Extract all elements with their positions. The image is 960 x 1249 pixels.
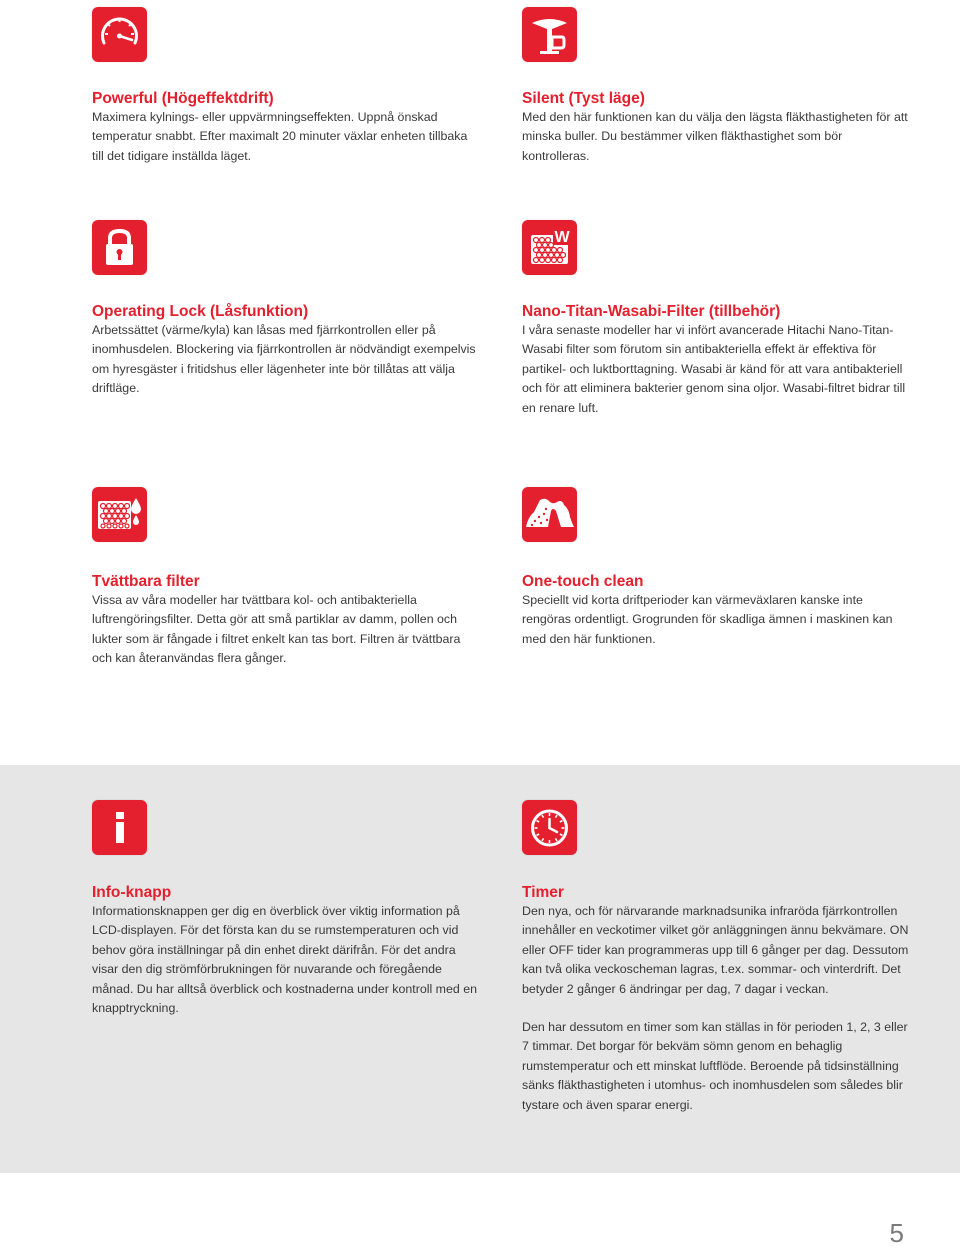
feature-washable-filter <box>92 487 482 666</box>
feature-timer <box>522 800 912 1112</box>
feature-title: Operating Lock (Låsfunktion) <box>92 303 309 320</box>
wasabi-filter-icon <box>522 220 577 275</box>
dust-pile-icon <box>522 487 577 542</box>
feature-body <box>92 108 482 166</box>
washable-filter-icon <box>92 487 147 542</box>
feature-one-touch-clean <box>522 487 912 646</box>
feature-paragraph: Informationsknappen ger dig en överblick över viktig information på LCD-displayen. För det första kan du se rumstemperaturen och vid behov göra inställningar på din enhet direkt därifrån. För det andra visar den dig strömförbrukningen för nuvarande och föregående månad. Du har alltså överblick och kostnaderna under kontroll med en knapptryckning. <box>92 904 478 1016</box>
feature-powerful <box>92 7 482 163</box>
feature-title: Powerful (Högeffektdrift) <box>92 90 274 107</box>
speedometer-icon <box>92 7 147 62</box>
feature-operating-lock <box>92 220 482 396</box>
feature-title: Tvättbara filter <box>92 573 200 590</box>
page-number: 5 <box>889 1218 904 1248</box>
feature-body <box>522 108 912 166</box>
feature-title: Nano-Titan-Wasabi-Filter (tillbehör) <box>522 303 781 320</box>
feature-paragraph: Maximera kylnings- eller uppvärmningseffekten. Uppnå önskad temperatur snabbt. Efter maximalt 20 minuter växlar enheten tillbaka till det tidigare inställda läget. <box>92 110 468 163</box>
clock-icon <box>522 800 577 855</box>
feature-title: Info-knapp <box>92 884 172 901</box>
feature-wasabi-filter <box>522 220 912 415</box>
feature-paragraph: Arbetssättet (värme/kyla) kan låsas med fjärrkontrollen eller på inomhusdelen. Blockering via fjärrkontrollen är nödvändigt exempelvis om hyresgäster i fritidshus eller lägenheter inte bör tillåtas att välja driftläge. <box>92 323 476 396</box>
feature-body <box>92 591 478 669</box>
feature-paragraph: Den nya, och för närvarande marknadsunika infraröda fjärrkontrollen innehåller en veckotimer vilket gör anläggningen ännu bekvämare. ON eller OFF tider kan programmeras upp till 6 gånger per dag. Dessutom kan två olika veckoscheman lagras, t.ex. sommar- och vinterdrift. Det betyder 2 gånger 6 ändringar per dag, 7 dagar i veckan. <box>522 904 909 996</box>
feature-silent <box>522 7 912 163</box>
feature-title: One-touch clean <box>522 573 644 590</box>
feature-paragraph: Den har dessutom en timer som kan ställas in för perioden 1, 2, 3 eller 7 timmar. Det borgar för bekväm sömn genom en behaglig rumstemperatur och ett minskat luftflöde. Beroende på tidsinställning sänks fläkthastigheten i utomhus- och inomhusdelen som således blir tystare och även sparar energi. <box>522 1020 908 1112</box>
feature-title: Silent (Tyst läge) <box>522 90 645 107</box>
feature-body <box>522 591 902 649</box>
padlock-icon <box>92 220 147 275</box>
feature-body <box>92 902 482 1018</box>
feature-paragraph: I våra senaste modeller har vi infört avancerade Hitachi Nano-Titan-Wasabi filter som förutom sin antibakteriella effekt är effektiva för partikel- och luktborttagning. Wasabi är känd för att vara antibakteriell och för att eliminera bakterier genom sina oljor. Wasabi-filtret bidrar till en renare luft. <box>522 323 906 415</box>
feature-body <box>92 321 484 399</box>
feature-title: Timer <box>522 884 564 901</box>
feature-body <box>522 321 912 418</box>
feature-body <box>522 902 916 1115</box>
fan-icon <box>522 7 577 62</box>
feature-info-button <box>92 800 482 1016</box>
feature-paragraph: Vissa av våra modeller har tvättbara kol- och antibakteriella luftrengöringsfilter. Detta gör att små partiklar av damm, pollen och lukter som är fångade i filtret enkelt kan tas bort. Filtren är tvättbara och kan återanvändas flera gånger. <box>92 593 461 666</box>
info-icon <box>92 800 147 855</box>
feature-paragraph: Med den här funktionen kan du välja den lägsta fläkthastigheten för att minska buller. Du bestämmer vilken fläkthastighet som bör kontrolleras. <box>522 110 908 163</box>
wasabi-letter: W <box>554 229 570 246</box>
feature-paragraph: Speciellt vid korta driftperioder kan värmeväxlaren kanske inte rengöras ordentligt. Grogrunden för skadliga ämnen i maskinen kan med den här funktionen. <box>522 593 893 646</box>
